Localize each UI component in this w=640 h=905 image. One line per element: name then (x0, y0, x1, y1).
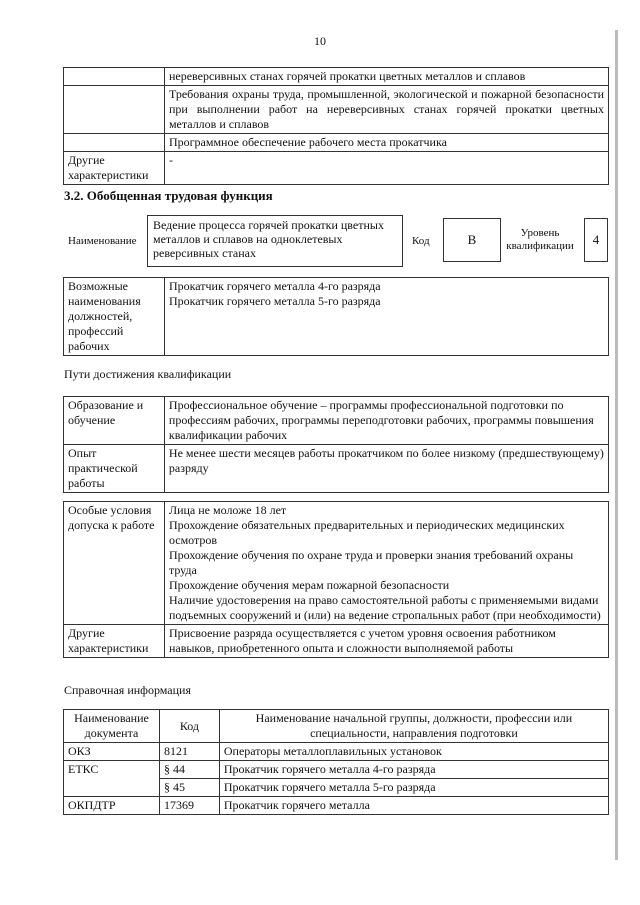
table-cell: нереверсивных станах горячей прокатки цветных металлов и сплавов (164, 68, 608, 86)
table-row (64, 152, 609, 185)
other-characteristics-label: Другие характеристики (64, 625, 165, 658)
paths-title: Пути достижения квалификации (64, 367, 232, 381)
list-item: Прохождение обязательных предварительных и периодических медицинских осмотров (168, 518, 565, 547)
table-cell: Не менее шести месяцев работы прокатчиком по более низкому (предшествующему) разряду (164, 445, 608, 493)
table-row (64, 625, 609, 658)
table-row (64, 761, 609, 779)
table-cell: 17369 (159, 797, 219, 815)
table-cell: 8121 (159, 743, 219, 761)
positions-table (63, 277, 609, 356)
table-row (64, 86, 609, 134)
page-number: 10 (314, 34, 326, 48)
table-cell: § 44 (159, 761, 219, 779)
table-row (64, 278, 609, 356)
paths-table (63, 396, 609, 493)
section-title: 3.2. Обобщенная трудовая функция (64, 188, 273, 203)
code-label: Код (412, 235, 430, 247)
conditions-label: Особые условия допуска к работе (64, 502, 165, 625)
table-cell: Программное обеспечение рабочего места прокатчика (164, 134, 608, 152)
table-row (64, 743, 609, 761)
table-cell: Операторы металлоплавильных установок (219, 743, 608, 761)
table-cell: Прокатчик горячего металла 4-го разряда (219, 761, 608, 779)
other-characteristics-value: Присвоение разряда осуществляется с учетом уровня освоения работником навыков, приобретенного опыта и сложности выполняемой работы (164, 625, 608, 658)
other-characteristics-value: - (164, 152, 608, 185)
other-characteristics-label: Другие характеристики (64, 152, 165, 185)
table-row (64, 502, 609, 625)
positions-label: Возможные наименования должностей, профессий рабочих (64, 278, 165, 356)
level-value: 4 (584, 218, 608, 262)
list-item: Лица не моложе 18 лет (168, 503, 287, 517)
list-item: Прокатчик горячего металла 4-го разряда (168, 279, 381, 293)
table-row (64, 445, 609, 493)
column-header: Наименование начальной группы, должности, профессии или специальности, направления подготовки (219, 710, 608, 743)
table-row (64, 397, 609, 445)
reference-title: Справочная информация (64, 683, 191, 697)
table-cell (64, 779, 160, 797)
table-cell: Опыт практической работы (64, 445, 165, 493)
table-row (64, 68, 609, 86)
table-cell: ЕТКС (64, 761, 160, 779)
top-table (63, 67, 609, 185)
table-cell: Прокатчик горячего металла 5-го разряда (219, 779, 608, 797)
list-item: Прохождение обучения мерам пожарной безопасности (168, 578, 450, 592)
name-label: Наименование (68, 235, 137, 247)
list-item: Прокатчик горячего металла 5-го разряда (168, 294, 381, 308)
table-cell: Профессиональное обучение – программы профессиональной подготовки по профессиям рабочих, программы переподготовки рабочих, программы повышения квалификации рабочих (164, 397, 608, 445)
function-name-value: Ведение процесса горячей прокатки цветных металлов и сплавов на одноклетевых реверсивных станах (153, 218, 384, 260)
table-cell: Образование и обучение (64, 397, 165, 445)
column-header: Наименование документа (64, 710, 160, 743)
table-cell: Требования охраны труда, промышленной, экологической и пожарной безопасности при выполнении работ на нереверсивных станах горячей прокатки цветных металлов и сплавов (164, 86, 608, 134)
table-cell: ОКЗ (64, 743, 160, 761)
table-cell: § 45 (159, 779, 219, 797)
table-cell: Прокатчик горячего металла (219, 797, 608, 815)
reference-table (63, 709, 609, 815)
conditions-table (63, 501, 609, 658)
code-value: B (443, 218, 501, 262)
list-item: Прохождение обучения по охране труда и проверки знания требований охраны труда (168, 548, 574, 577)
level-label: Уровень квалификации (506, 227, 574, 252)
table-header-row (64, 710, 609, 743)
table-row (64, 134, 609, 152)
table-cell: ОКПДТР (64, 797, 160, 815)
table-row (64, 779, 609, 797)
function-name-box (147, 215, 403, 267)
column-header: Код (159, 710, 219, 743)
table-row (64, 797, 609, 815)
scan-edge-line (615, 30, 618, 860)
list-item: Наличие удостоверения на право самостоятельной работы с применяемыми видами подъемных сооружений и (или) на ведение стропальных работ (при необходимости) (168, 593, 601, 622)
